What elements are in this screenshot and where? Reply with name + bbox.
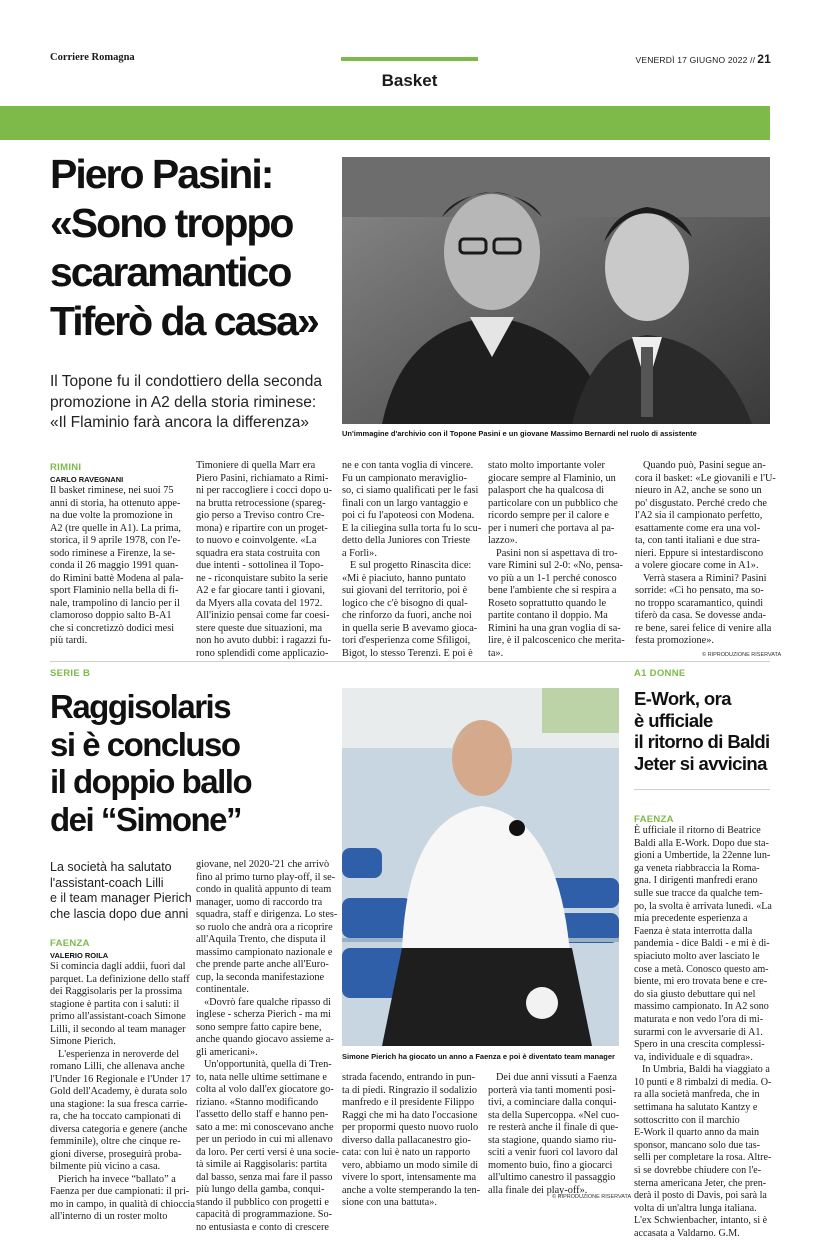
article1-column-1: Il basket riminese, nei suoi 75 anni di storia, ha ottenuto appe- na due volte la promozione in A2 (tre quelle in A1). La prima, storica, il 9 aprile 1978, con l'e- sodo riminese a Firenze, la se- conda il 26 maggio 1991 quan- do Rimini battè Modena al pala- sport Flaminio nella bella di fi- nale, trampolino di lancio per il clamoroso doppio salto B-A1 che si concretizzò dodici mesi più tardi.: [50, 485, 184, 646]
top-accent-bar: [341, 57, 478, 61]
issue-date: VENERDÌ 17 GIUGNO 2022 //: [635, 55, 756, 65]
article2-column-2: giovane, nel 2020-'21 che arrivò fino al primo turno play-off, il se- condo in qualità appunto di team manager, uomo di raccordo tra squadra, staff e dirigenza. Lo stes- so ruolo che andrà ora a ricoprire all'Aquila Trento, che disputa il massimo campionato nazionale e che prende parte anche all'Euro- cup, la seconda manifestazione continentale. «Dovrò fare qualche ripasso di inglese - scherza Pierich - ma mi sono sempre fatto capire bene, anche quando giocavo assieme a- gli americani». Un'opportunità, quella di Tren- to, nata nelle ultime settimane e colta al volo dall'ex giocatore go- riziano. «Stanno modificando l'assetto dello staff e hanno pen- sato a me: mi conoscevano anche per un periodo in cui mi allenavo da loro. Per certi versi è una socie- tà simile ai Raggisolaris: partita dal basso, senza mai fare il passo più lungo della gamba, conqui- stando il pubblico con progetti e capacità di programmazione. So- no entusiasta e conto di crescere: [196, 859, 339, 1233]
article1-copyright: © RIPRODUZIONE RISERVATA: [702, 652, 782, 658]
article2-column-1: Si comincia dagli addii, fuori dal parquet. La definizione dello staff dei Raggisolaris per la prossima stagione è partita con i saluti: il primo all'assistant-coach Simone Lilli, il secondo al team manager Simone Pierich. L'esperienza in neroverde del romano Lilli, che allenava anche l'Under 16 Regionale e l'Under 17 Gold dell'Academy, è durata solo una stagione: la sua fresca carrie- ra, che ha toccato campionati di diversa categoria e genere (anche femminile), oltre che cinque re- gioni diverse, proseguirà proba- bilmente più vicino a casa. Pierich ha invece “ballato” a Faenza per due campionati: il pri- mo in campo, in qualità di chioccia all'interno di un roster molto: [50, 961, 195, 1222]
article1-subhead: Il Topone fu il condottiero della seconda promozione in A2 della storia riminese: «Il Flaminio farà ancora la differenza»: [50, 373, 323, 431]
divider: [50, 661, 770, 662]
article1-column-5: Quando può, Pasini segue an- cora il basket: «Le giovanili e l'U- nieuro in A2, anche se sono un po' disgustato. Perché credo che l'A2 sia il campionato perfetto, esattamente come era una vol- ta, con tanti italiani e due stra- nieri. Eppure si intestardiscono a volere giocare come in A1». Verrà stasera a Rimini? Pasini sorride: «Ci ho pensato, ma so- no troppo scaramantico, quindi tiferò da casa. Se dovesse anda- re bene, sarei felice di venire alla festa promozione».: [635, 460, 776, 646]
article1-kicker: RIMINI: [50, 462, 82, 473]
article2-headline: Raggisolaris si è concluso il doppio ballo dei “Simone”: [50, 688, 252, 838]
article2-location: FAENZA: [50, 938, 90, 949]
photo-simone-pierich: [342, 688, 619, 1046]
article3-headline: E-Work, ora è ufficiale il ritorno di Baldi Jeter si avvicina: [634, 688, 770, 774]
article2-copyright: © RIPRODUZIONE RISERVATA: [552, 1194, 632, 1200]
section-band: [0, 106, 770, 140]
article3-kicker: A1 DONNE: [634, 668, 686, 679]
article1-column-2: Timoniere di quella Marr era Piero Pasini, richiamato a Rimi- ni per raccogliere i cocci dopo u- na brutta retrocessione (spareg- gio perso a Treviso contro Cre- mona) e ripartire con un proget- to nuovo e coinvolgente. «La squadra era stata costruita con due intenti - sottolinea il Topo- ne - riconquistare subito la serie A2 e far giocare tanti i giovani, da Myers alla covata del 1972. All'inizio pensai come far coesi- stere queste due situazioni, ma non ho avuto dubbi: i ragazzi fu- rono splendidi come applicazio-: [196, 460, 333, 659]
article2-byline: VALERIO ROILA: [50, 951, 109, 960]
article2-photo-caption: Simone Pierich ha giocato un anno a Faenza e poi è diventato team manager: [342, 1052, 615, 1061]
section-title: Basket: [381, 71, 438, 90]
article1-column-4: stato molto importante voler giocare sempre al Flaminio, un palasport che ha qualcosa di particolare con un pubblico che ricordo sempre per il calore e per i numeri che portava al pa- lazzo». Pasini non si aspettava di tro- vare Rimini sul 2-0: «No, pensa- vo più a un 1-1 perché conosco bene l'ambiente che si respira a Roseto soprattutto quando le partite contano il doppio. Ma Rimini ha una gran voglia di sa- lire, è il palcoscenico che merita- ta».: [488, 460, 625, 659]
article2-column-4: Dei due anni vissuti a Faenza porterà via tanti momenti posi- tivi, a cominciare dalla conqui- sta della Supercoppa. «Nel cuo- re resterà anche il finale di que- sta stagione, quando siamo riu- sciti a venir fuori col lavoro dal momento buio, fino a giocarci all'ultimo canestro il passaggio alla finale dei play-off».: [488, 1072, 620, 1196]
archive-photo-pasini-bernardi: [342, 157, 770, 424]
article2-subhead: La società ha salutato l'assistant-coach Lilli e il team manager Pierich che lascia dopo due anni: [50, 860, 192, 921]
article3-location: FAENZA: [634, 814, 674, 825]
article1-column-3: ne e con tanta voglia di vincere. Fu un campionato meraviglio- so, ci siamo qualificati per le fasi finali con un largo vantaggio e poi ci fu l'apoteosi con Modena. E la ciliegina sulla torta fu lo scu- detto della Juniores con Trieste a Forlì». E sul progetto Rinascita dice: «Mi è piaciuto, hanno puntato sui giovani del territorio, poi è logico che c'è bisogno di qual- che rinforzo da fuori, anche noi in quella serie B avevamo gioca- tori d'esperienza come Sfiligoi, Bigot, lo stesso Terenzi. E poi è: [342, 460, 482, 659]
masthead: Corriere Romagna: [50, 52, 135, 63]
article1-photo-caption: Un'immagine d'archivio con il Topone Pasini e un giovane Massimo Bernardi nel ruolo di assistente: [342, 429, 697, 438]
article1-headline: Piero Pasini: «Sono troppo scaramantico Tiferò da casa»: [50, 151, 318, 344]
dateline: [635, 52, 771, 66]
article3-divider: [634, 789, 770, 790]
article3-column: È ufficiale il ritorno di Beatrice Baldi alla E-Work. Dopo due sta- gioni a Umbertide, la 22enne lun- ga veneta riabbraccia la Roma- gna. I dirigenti manfredi erano sulle sue tracce da qualche tem- po, la svolta è arrivata lunedì. «La mia precedente esperienza a Faenza è stata interrotta dalla pandemia - dice Baldi - e mi è di- spiaciuto molto aver lasciato le cose a metà. Conosco questo am- biente, mi ero trovata bene e cre- do sia giusto debuttare qui nel massimo campionato. In A2 sono maturata e non vedo l'ora di mi- surarmi con le avversarie di A1. Spero in una crescita complessi- va, individuale e di squadra». In Umbria, Baldi ha viaggiato a 10 punti e 8 rimbalzi di media. O- ra alla società manfreda, che in settimana ha salutato Kantzy e sottoscritto con il marchio E-Work il quarto anno da main sponsor, mancano solo due tas- selli per completare la rosa. Altre- sì se dovrebbe chiudere con l'e- sterna americana Jeter, che pren- derà il posto di Davis, poi sarà la volta di un'altra lunga italiana. L'ex Schwienbacher, intanto, si è accasata a Valdarno. G.M.: [634, 825, 772, 1239]
article2-column-3: strada facendo, entrando in pun- ta di piedi. Ringrazio il sodalizio manfredo e il presidente Filippo Raggi che mi ha dato l'occasione per propormi questo nuovo ruolo diverso dalla pallacanestro gio- cata: con lui è nato un rapporto vero, abbiamo un modo simile di vivere lo sport, intensamente ma anche a volte stemperando la ten- sione con una battuta».: [342, 1072, 481, 1208]
article2-kicker: SERIE B: [50, 668, 91, 679]
article1-byline: CARLO RAVEGNANI: [50, 475, 124, 484]
page-number: 21: [757, 52, 771, 66]
